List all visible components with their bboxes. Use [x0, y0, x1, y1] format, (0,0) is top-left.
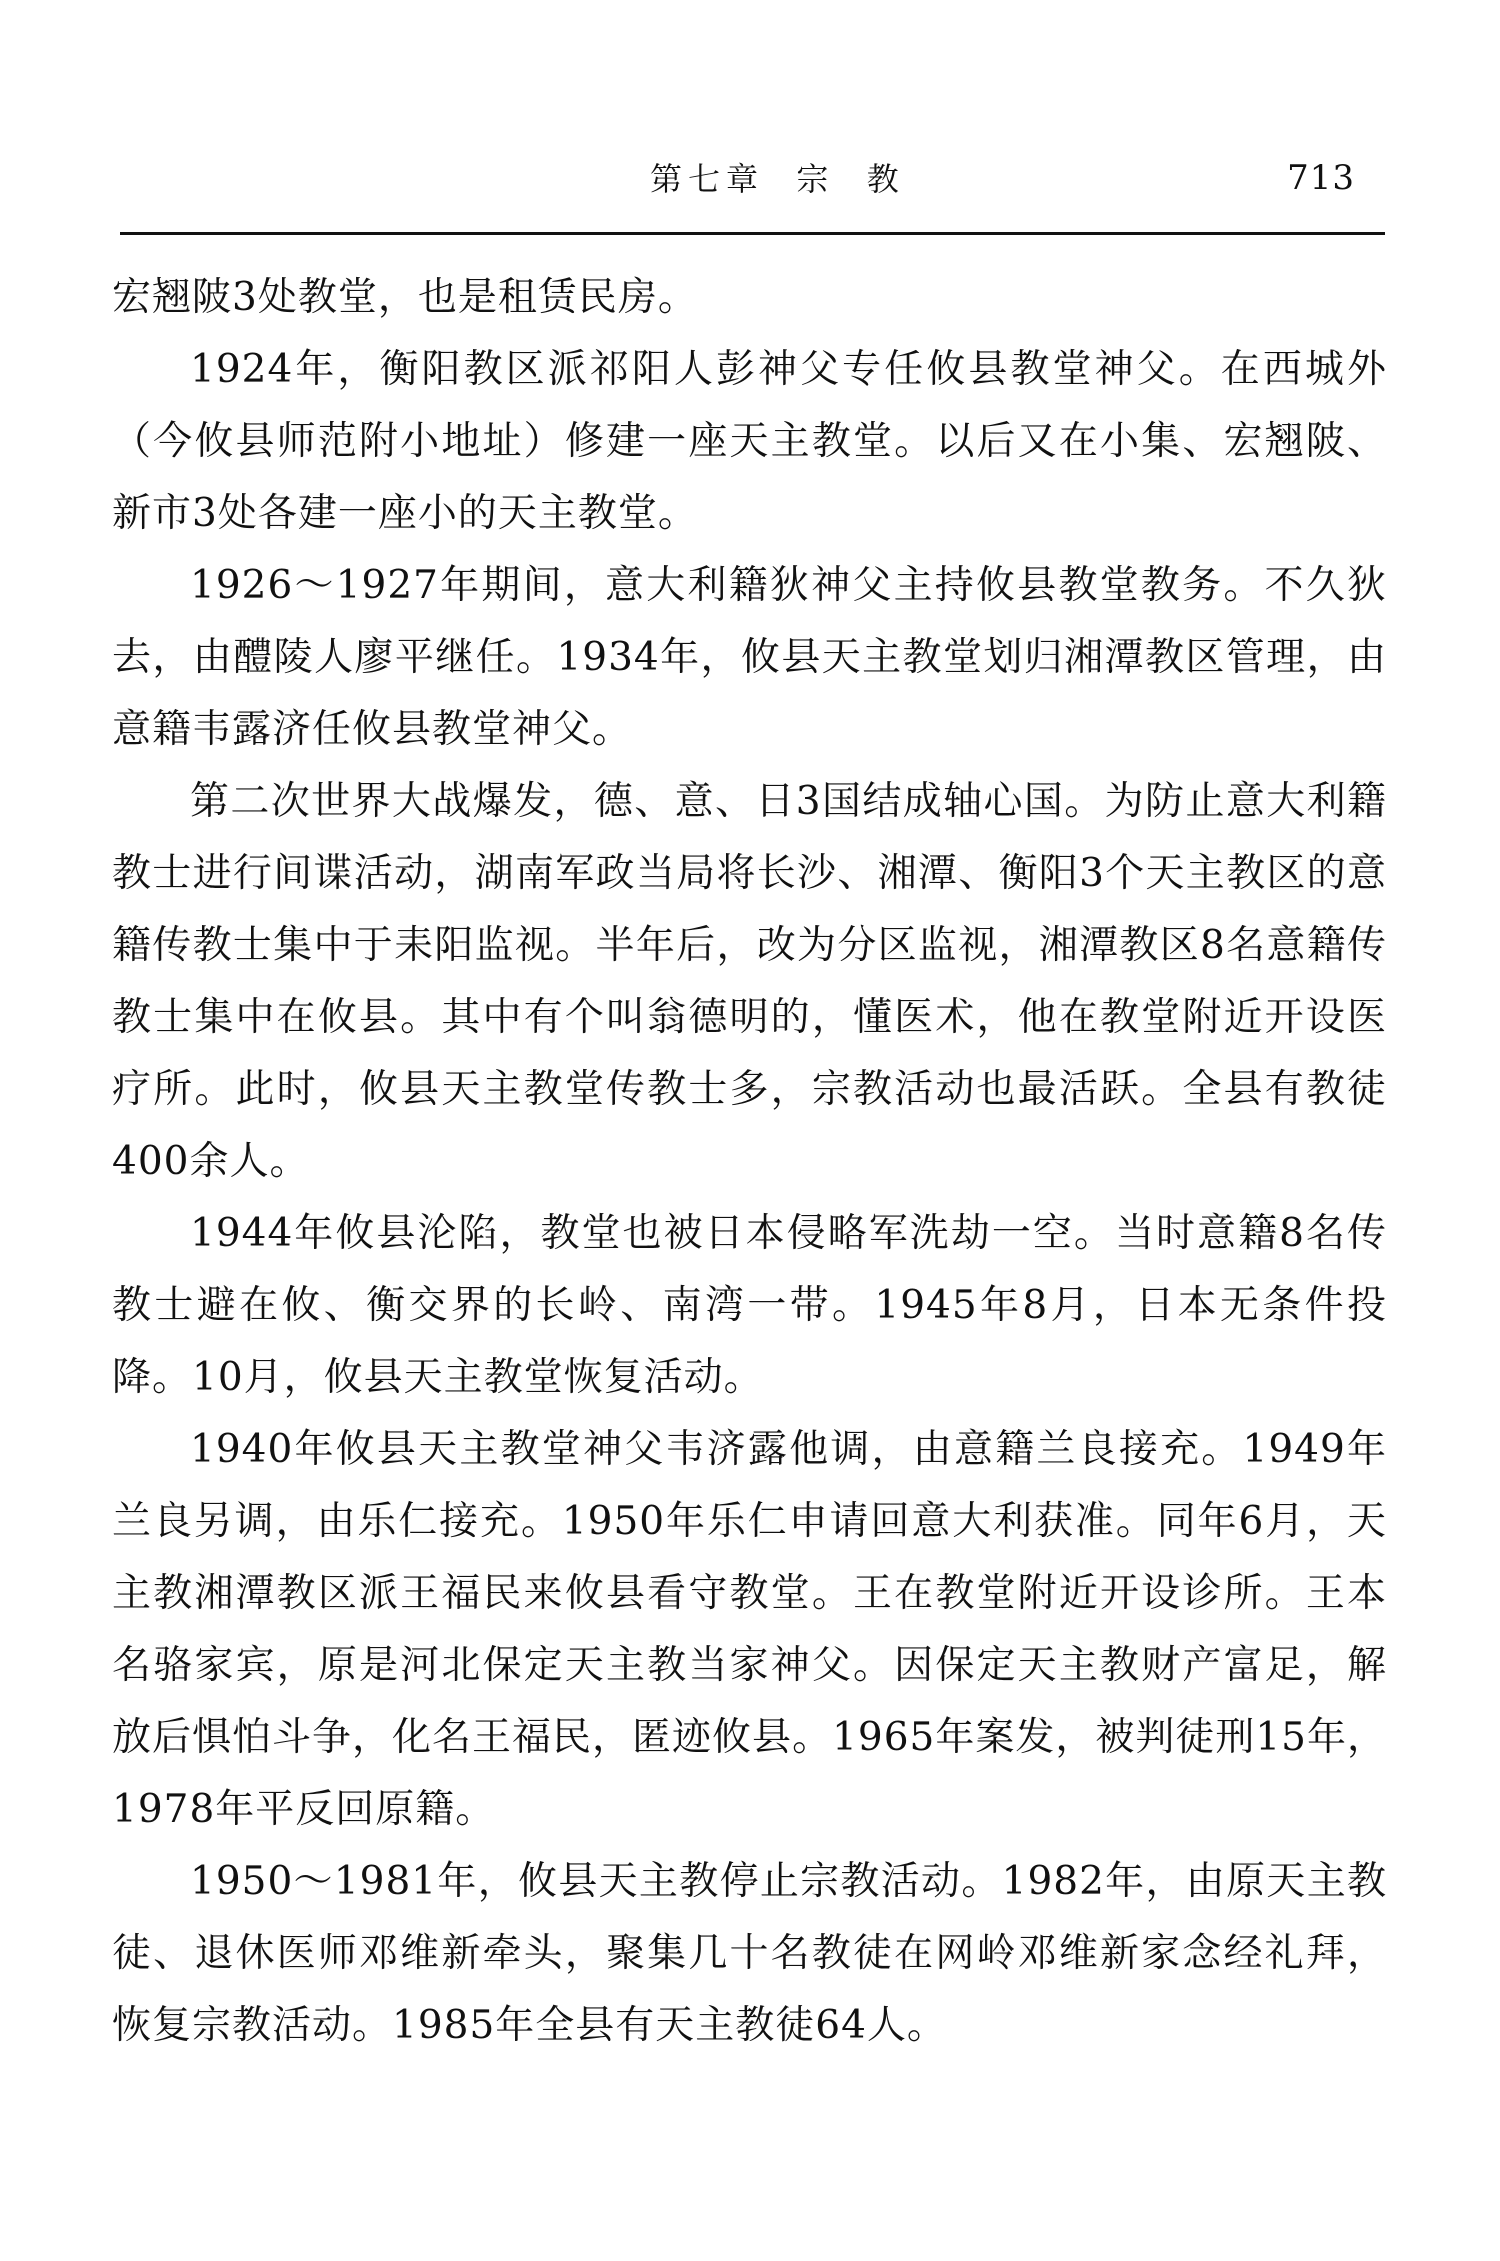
running-header [120, 150, 1385, 220]
paragraph: 1944年攸县沦陷，教堂也被日本侵略军洗劫一空。当时意籍8名传教士避在攸、衡交界的长岭、南湾一带。1945年8月，日本无条件投降。10月，攸县天主教堂恢复活动。 [112, 1211, 1387, 1400]
paragraph: 1950～1981年，攸县天主教停止宗教活动。1982年，由原天主教徒、退休医师邓维新牵头，聚集几十名教徒在网岭邓维新家念经礼拜，恢复宗教活动。1985年全县有天主教徒64人。 [112, 1859, 1387, 2048]
page-number: 713 [1287, 158, 1355, 198]
paragraph: 1940年攸县天主教堂神父韦济露他调，由意籍兰良接充。1949年兰良另调，由乐仁接充。1950年乐仁申请回意大利获准。同年6月，天主教湘潭教区派王福民来攸县看守教堂。王在教堂附近开设诊所。王本名骆家宾，原是河北保定天主教当家神父。因保定天主教财产富足，解放后惧怕斗争，化名王福民，匿迹攸县。1965年案发，被判徒刑15年，1978年平反回原籍。 [112, 1427, 1387, 1832]
paragraph: 1926～1927年期间，意大利籍狄神父主持攸县教堂教务。不久狄去，由醴陵人廖平继任。1934年，攸县天主教堂划归湘潭教区管理，由意籍韦露济任攸县教堂神父。 [112, 563, 1387, 752]
chapter-title: 第七章 宗 教 [650, 160, 905, 198]
header-rule [120, 232, 1385, 235]
paragraph-continuation: 宏翘陂3处教堂，也是租赁民房。 [112, 275, 698, 320]
body-text [112, 262, 1387, 2062]
paragraph: 1924年，衡阳教区派祁阳人彭神父专任攸县教堂神父。在西城外（今攸县师范附小地址）修建一座天主教堂。以后又在小集、宏翘陂、新市3处各建一座小的天主教堂。 [112, 347, 1387, 536]
paragraph: 第二次世界大战爆发，德、意、日3国结成轴心国。为防止意大利籍教士进行间谍活动，湖南军政当局将长沙、湘潭、衡阳3个天主教区的意籍传教士集中于耒阳监视。半年后，改为分区监视，湘潭教区8名意籍传教士集中在攸县。其中有个叫翁德明的，懂医术，他在教堂附近开设医疗所。此时，攸县天主教堂传教士多，宗教活动也最活跃。全县有教徒400余人。 [112, 779, 1387, 1184]
